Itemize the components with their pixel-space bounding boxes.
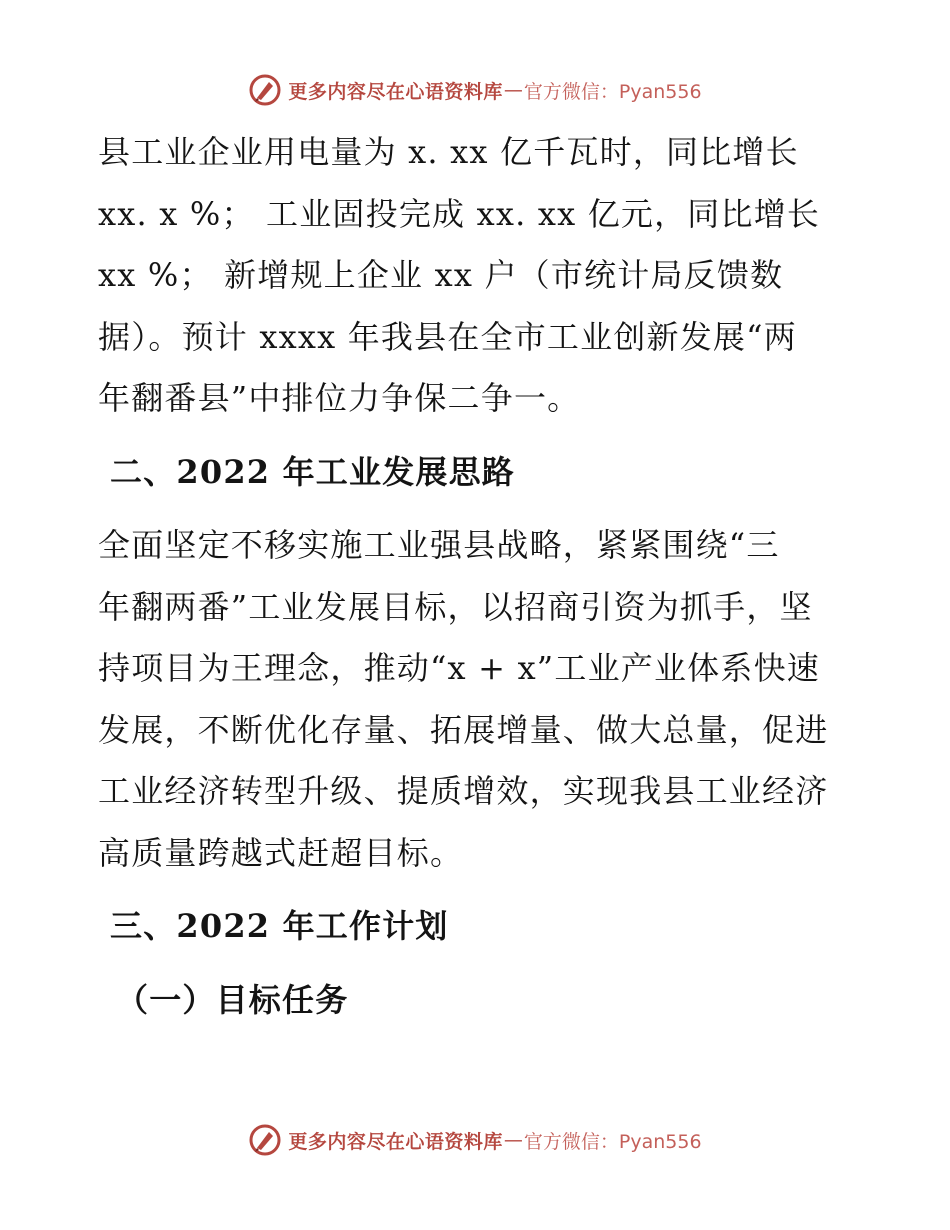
- watermark-contact: 官方微信：Pyan556: [523, 1130, 702, 1153]
- paragraph-industry-stats: [98, 122, 858, 430]
- subsection-heading: （一）目标任务: [116, 980, 349, 1019]
- text-line: 年翻两番”工业发展目标，以招商引资为抓手，坚: [98, 587, 813, 626]
- text-line: 工业经济转型升级、提质增效，实现我县工业经济: [98, 772, 829, 810]
- document-body: [98, 122, 858, 1031]
- spacer: [98, 884, 858, 896]
- watermark-separator: —: [503, 79, 523, 101]
- spacer: [98, 958, 858, 970]
- watermark-contact: 官方微信：Pyan556: [523, 80, 702, 103]
- text-line: 发展，不断优化存量、拓展增量、做大总量，促进: [98, 710, 829, 749]
- spacer: [98, 430, 858, 442]
- watermark-main-text: 更多内容尽在心语资料库: [288, 80, 503, 103]
- watermark-footer: [0, 1120, 950, 1160]
- section-heading-2: 二、2022 年工业发展思路: [110, 452, 516, 491]
- spacer: [98, 503, 858, 515]
- section-heading-3: 三、2022 年工作计划: [110, 907, 449, 945]
- pen-seal-icon: [248, 1123, 282, 1157]
- watermark-main-text: 更多内容尽在心语资料库: [288, 1130, 503, 1153]
- watermark-separator: —: [503, 1129, 523, 1151]
- text-line: 全面坚定不移实施工业强县战略，紧紧围绕“三: [98, 526, 780, 564]
- text-line: xx. x %； 工业固投完成 xx. xx 亿元，同比增长: [98, 194, 821, 233]
- watermark-header: [0, 70, 950, 110]
- text-line: 据）。预计 xxxx 年我县在全市工业创新发展“两: [98, 317, 797, 356]
- text-line: 年翻番县”中排位力争保二争一。: [98, 379, 581, 417]
- text-line: 县工业企业用电量为 x. xx 亿千瓦时，同比增长: [98, 133, 799, 171]
- pen-seal-icon: [248, 73, 282, 107]
- text-line: 高质量跨越式赶超目标。: [98, 833, 464, 872]
- paragraph-development-ideas: [98, 515, 858, 884]
- text-line: 持项目为王理念，推动“x + x”工业产业体系快速: [98, 649, 820, 687]
- text-line: xx %； 新增规上企业 xx 户（市统计局反馈数: [98, 256, 784, 294]
